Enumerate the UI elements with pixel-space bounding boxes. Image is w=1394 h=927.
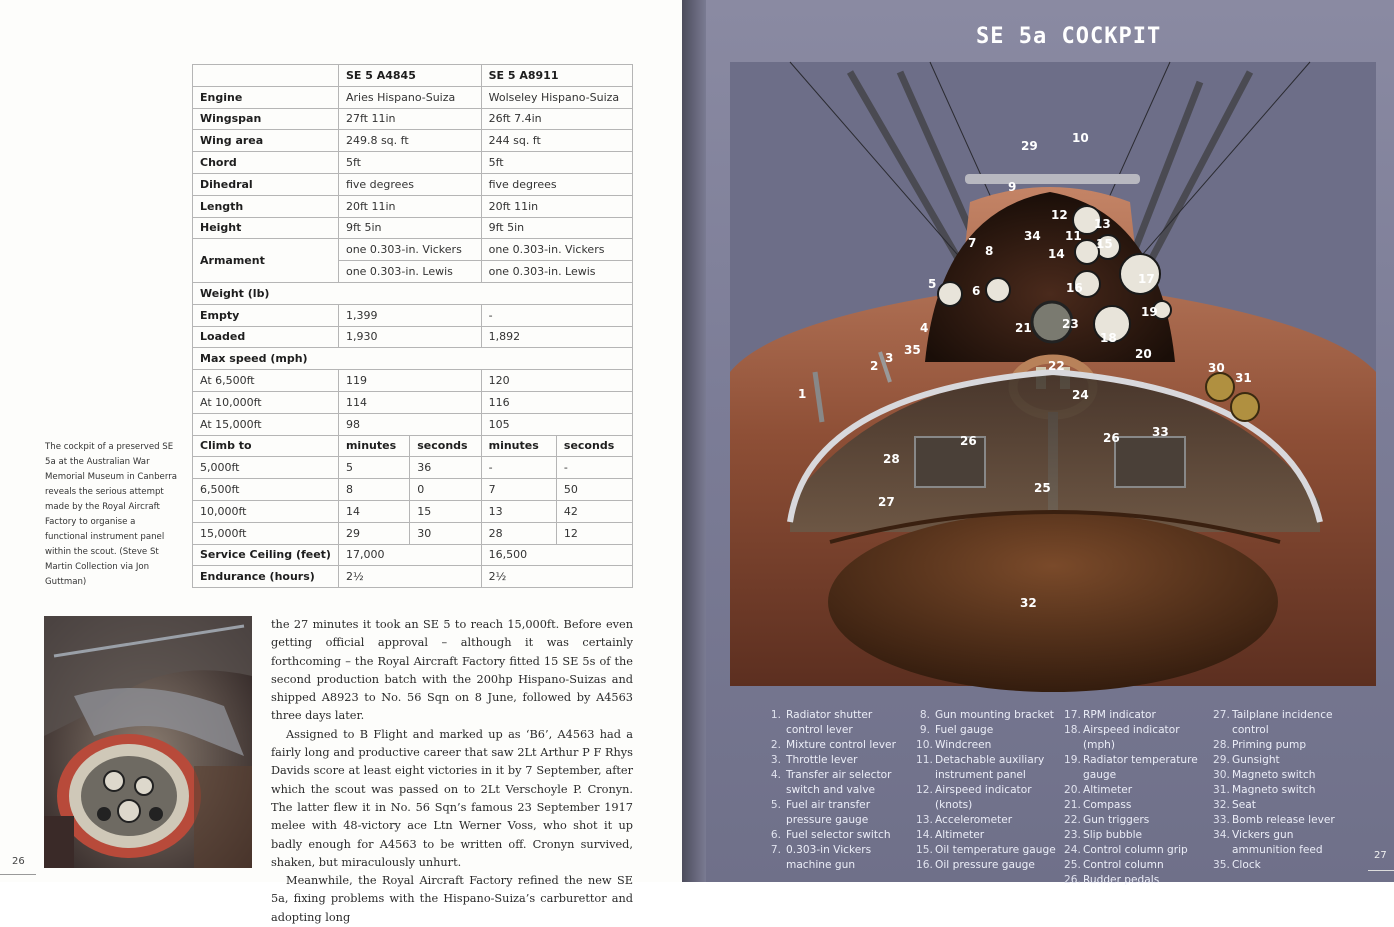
legend-number: 19. bbox=[1064, 754, 1081, 766]
legend-text: Airspeed indicator (mph) bbox=[1083, 724, 1180, 751]
table-cell: - bbox=[481, 457, 556, 479]
table-cell: Height bbox=[193, 217, 339, 239]
paragraph: Assigned to B Flight and marked up as ‘B6’, A4563 had a fairly long and productive career that saw 2Lt Arthur P F Rhys Davids score at least eight victories in it by 7 September, after which the scout was passed on to 2Lt Verschoyle P. Cronyn. The latter flew it in No. 56 Sqn’s famous 23 September 1917 melee with 48-victory ace Ltn Werner Voss, who shot it up badly enough for A4563 to be written off. Cronyn survived, shaken, but miraculously unhurt. bbox=[271, 727, 633, 869]
table-cell: 8 bbox=[338, 479, 409, 501]
table-cell: 5ft bbox=[481, 152, 632, 174]
table-row bbox=[193, 326, 633, 348]
legend-number: 17. bbox=[1064, 709, 1081, 721]
legend-text: Vickers gun ammunition feed bbox=[1232, 829, 1323, 856]
legend-number: 12. bbox=[916, 784, 933, 796]
table-cell: - bbox=[556, 457, 632, 479]
table-row bbox=[193, 86, 633, 108]
legend-item bbox=[767, 738, 907, 753]
legend-text: Altimeter bbox=[935, 829, 985, 841]
table-cell: 50 bbox=[556, 479, 632, 501]
callout-26: 26 bbox=[1103, 431, 1120, 445]
callout-9: 9 bbox=[1008, 180, 1017, 194]
legend-text: Seat bbox=[1232, 799, 1256, 811]
table-cell: Chord bbox=[193, 152, 339, 174]
legend-text: Radiator temperature gauge bbox=[1083, 754, 1198, 781]
table-cell: 5ft bbox=[338, 152, 481, 174]
legend-text: Detachable auxiliary instrument panel bbox=[935, 754, 1045, 781]
legend-item bbox=[916, 813, 1056, 828]
callout-16: 16 bbox=[1066, 281, 1083, 295]
page-rule bbox=[1368, 870, 1394, 871]
table-row bbox=[193, 65, 633, 87]
legend-number: 14. bbox=[916, 829, 933, 841]
table-cell: 114 bbox=[338, 391, 481, 413]
legend-number: 20. bbox=[1064, 784, 1081, 796]
legend-item bbox=[1064, 873, 1204, 888]
table-row bbox=[193, 108, 633, 130]
legend-text: Magneto switch bbox=[1232, 784, 1316, 796]
legend-text: 0.303-in Vickers machine gun bbox=[786, 844, 872, 871]
table-row bbox=[193, 348, 633, 370]
callout-24: 24 bbox=[1072, 388, 1089, 402]
table-cell: 15 bbox=[410, 500, 481, 522]
page-gutter bbox=[682, 0, 706, 882]
paragraph: the 27 minutes it took an SE 5 to reach 15,000ft. Before even getting official approval – although it was certainly forthcoming – the Royal Aircraft Factory fitted 15 SE 5s of the second production batch with the 200hp Hispano-Suizas and shipped A8923 to No. 56 Sqn on 8 June, followed by A4563 three days later. bbox=[271, 618, 633, 723]
callout-8: 8 bbox=[985, 244, 994, 258]
table-cell: 15,000ft bbox=[193, 522, 339, 544]
table-cell: 12 bbox=[556, 522, 632, 544]
table-cell: one 0.303-in. Vickers bbox=[338, 239, 481, 261]
table-cell: 1,930 bbox=[338, 326, 481, 348]
table-cell: 7 bbox=[481, 479, 556, 501]
table-cell bbox=[193, 65, 339, 87]
legend-number: 34. bbox=[1213, 829, 1230, 841]
legend-text: Slip bubble bbox=[1083, 829, 1143, 841]
legend-number: 35. bbox=[1213, 859, 1230, 871]
illustration-legend bbox=[767, 708, 1367, 886]
legend-text: Compass bbox=[1083, 799, 1132, 811]
callout-7: 7 bbox=[968, 236, 977, 250]
legend-number: 30. bbox=[1213, 769, 1230, 781]
table-cell: At 10,000ft bbox=[193, 391, 339, 413]
legend-number: 23. bbox=[1064, 829, 1081, 841]
table-cell: 105 bbox=[481, 413, 632, 435]
legend-item bbox=[767, 768, 907, 798]
table-cell: 14 bbox=[338, 500, 409, 522]
legend-number: 16. bbox=[916, 859, 933, 871]
legend-item bbox=[916, 828, 1056, 843]
legend-number: 10. bbox=[916, 739, 933, 751]
table-cell: 28 bbox=[481, 522, 556, 544]
callout-17: 17 bbox=[1138, 272, 1155, 286]
legend-item bbox=[767, 798, 907, 828]
legend-text: Accelerometer bbox=[935, 814, 1013, 826]
table-cell: Length bbox=[193, 195, 339, 217]
legend-item bbox=[1213, 828, 1353, 858]
legend-text: Radiator shutter control lever bbox=[786, 709, 873, 736]
legend-item bbox=[1064, 858, 1204, 873]
callout-13: 13 bbox=[1094, 217, 1111, 231]
legend-item bbox=[1213, 768, 1353, 783]
table-cell: 9ft 5in bbox=[481, 217, 632, 239]
spec-table-body bbox=[193, 65, 633, 588]
table-row bbox=[193, 282, 633, 304]
legend-item bbox=[1064, 813, 1204, 828]
table-cell: Max speed (mph) bbox=[193, 348, 633, 370]
table-cell: 249.8 sq. ft bbox=[338, 130, 481, 152]
table-cell: Wing area bbox=[193, 130, 339, 152]
table-cell: minutes bbox=[481, 435, 556, 457]
legend-item bbox=[1064, 843, 1204, 858]
callout-14: 14 bbox=[1048, 247, 1065, 261]
callout-32: 32 bbox=[1020, 596, 1037, 610]
table-cell: Climb to bbox=[193, 435, 339, 457]
table-cell: Dihedral bbox=[193, 173, 339, 195]
table-row bbox=[193, 239, 633, 261]
table-cell: 5 bbox=[338, 457, 409, 479]
legend-item bbox=[916, 753, 1056, 783]
table-cell: - bbox=[481, 304, 632, 326]
table-cell: 42 bbox=[556, 500, 632, 522]
table-row bbox=[193, 479, 633, 501]
table-row bbox=[193, 413, 633, 435]
legend-number: 18. bbox=[1064, 724, 1081, 736]
legend-text: Throttle lever bbox=[786, 754, 858, 766]
table-cell: seconds bbox=[410, 435, 481, 457]
right-page bbox=[682, 0, 1394, 886]
table-cell: At 6,500ft bbox=[193, 370, 339, 392]
table-row bbox=[193, 130, 633, 152]
legend-number: 29. bbox=[1213, 754, 1230, 766]
legend-item bbox=[767, 708, 907, 738]
legend-item bbox=[916, 858, 1056, 873]
legend-number: 26. bbox=[1064, 874, 1081, 886]
table-row bbox=[193, 500, 633, 522]
legend-text: Gun triggers bbox=[1083, 814, 1150, 826]
table-cell: Loaded bbox=[193, 326, 339, 348]
table-cell: 20ft 11in bbox=[481, 195, 632, 217]
legend-item bbox=[1213, 783, 1353, 798]
callout-27: 27 bbox=[878, 495, 895, 509]
callout-29: 29 bbox=[1021, 139, 1038, 153]
legend-number: 33. bbox=[1213, 814, 1230, 826]
table-cell: Weight (lb) bbox=[193, 282, 633, 304]
cockpit-photo bbox=[44, 616, 252, 868]
legend-item bbox=[1213, 738, 1353, 753]
legend-item bbox=[767, 843, 907, 873]
table-cell: five degrees bbox=[481, 173, 632, 195]
table-cell: 1,399 bbox=[338, 304, 481, 326]
legend-text: Gunsight bbox=[1232, 754, 1280, 766]
table-cell: 2½ bbox=[338, 566, 481, 588]
legend-item bbox=[1064, 828, 1204, 843]
table-cell: 36 bbox=[410, 457, 481, 479]
legend-item bbox=[916, 843, 1056, 858]
legend-item bbox=[1064, 783, 1204, 798]
legend-item bbox=[1213, 753, 1353, 768]
legend-number: 22. bbox=[1064, 814, 1081, 826]
table-cell: 1,892 bbox=[481, 326, 632, 348]
legend-number: 31. bbox=[1213, 784, 1230, 796]
legend-number: 1. bbox=[770, 709, 781, 721]
legend-number: 2. bbox=[770, 739, 781, 751]
legend-text: Priming pump bbox=[1232, 739, 1307, 751]
table-cell: 29 bbox=[338, 522, 409, 544]
table-row bbox=[193, 173, 633, 195]
callout-25: 25 bbox=[1034, 481, 1051, 495]
callout-19: 19 bbox=[1141, 305, 1158, 319]
table-cell: Wingspan bbox=[193, 108, 339, 130]
table-cell: five degrees bbox=[338, 173, 481, 195]
table-cell: 5,000ft bbox=[193, 457, 339, 479]
legend-number: 13. bbox=[916, 814, 933, 826]
legend-number: 25. bbox=[1064, 859, 1081, 871]
table-row bbox=[193, 304, 633, 326]
callout-2: 2 bbox=[870, 359, 879, 373]
legend-item bbox=[1064, 798, 1204, 813]
legend-text: Rudder pedals bbox=[1083, 874, 1160, 886]
legend-number: 28. bbox=[1213, 739, 1230, 751]
table-cell: 98 bbox=[338, 413, 481, 435]
table-row bbox=[193, 195, 633, 217]
legend-item bbox=[1064, 753, 1204, 783]
page-number: 27 bbox=[1374, 850, 1387, 861]
table-cell: SE 5 A4845 bbox=[338, 65, 481, 87]
legend-number: 11. bbox=[916, 754, 933, 766]
legend-column bbox=[1213, 708, 1353, 873]
legend-number: 27. bbox=[1213, 709, 1230, 721]
table-cell: SE 5 A8911 bbox=[481, 65, 632, 87]
table-row bbox=[193, 566, 633, 588]
callout-18: 18 bbox=[1100, 331, 1117, 345]
legend-item bbox=[1213, 708, 1353, 738]
table-cell: 17,000 bbox=[338, 544, 481, 566]
legend-text: Control column grip bbox=[1083, 844, 1188, 856]
table-cell: 10,000ft bbox=[193, 500, 339, 522]
legend-item bbox=[1213, 798, 1353, 813]
callout-4: 4 bbox=[920, 321, 929, 335]
table-cell: Armament bbox=[193, 239, 339, 283]
legend-item bbox=[916, 708, 1056, 723]
spec-table bbox=[192, 64, 633, 588]
callout-26: 26 bbox=[960, 434, 977, 448]
table-cell: Endurance (hours) bbox=[193, 566, 339, 588]
table-cell: 27ft 11in bbox=[338, 108, 481, 130]
legend-text: RPM indicator bbox=[1083, 709, 1156, 721]
table-row bbox=[193, 522, 633, 544]
table-cell: 13 bbox=[481, 500, 556, 522]
table-cell: Empty bbox=[193, 304, 339, 326]
callout-6: 6 bbox=[972, 284, 981, 298]
page-number: 26 bbox=[12, 856, 25, 867]
callout-12: 12 bbox=[1051, 208, 1068, 222]
legend-column bbox=[916, 708, 1056, 873]
legend-number: 9. bbox=[919, 724, 930, 736]
legend-text: Control column bbox=[1083, 859, 1164, 871]
legend-text: Fuel selector switch bbox=[786, 829, 891, 841]
table-row bbox=[193, 217, 633, 239]
callout-21: 21 bbox=[1015, 321, 1032, 335]
table-cell: 244 sq. ft bbox=[481, 130, 632, 152]
table-cell: 9ft 5in bbox=[338, 217, 481, 239]
table-cell: 16,500 bbox=[481, 544, 632, 566]
legend-number: 24. bbox=[1064, 844, 1081, 856]
callout-1: 1 bbox=[798, 387, 807, 401]
legend-number: 7. bbox=[770, 844, 781, 856]
table-row bbox=[193, 391, 633, 413]
legend-text: Transfer air selector switch and valve bbox=[786, 769, 892, 796]
table-cell: 30 bbox=[410, 522, 481, 544]
callout-22: 22 bbox=[1048, 359, 1065, 373]
cockpit-illustration bbox=[730, 62, 1376, 686]
table-cell: 26ft 7.4in bbox=[481, 108, 632, 130]
legend-text: Altimeter bbox=[1083, 784, 1133, 796]
legend-column bbox=[767, 708, 907, 873]
paragraph: Meanwhile, the Royal Aircraft Factory refined the new SE 5a, fixing problems with the Hispano-Suiza’s carburettor and adopting long bbox=[271, 874, 633, 924]
body-text bbox=[271, 616, 633, 927]
legend-text: Fuel gauge bbox=[935, 724, 994, 736]
page-rule bbox=[0, 874, 36, 875]
legend-text: Fuel air transfer pressure gauge bbox=[786, 799, 871, 826]
table-cell: 119 bbox=[338, 370, 481, 392]
callout-11: 11 bbox=[1065, 229, 1082, 243]
table-cell: 0 bbox=[410, 479, 481, 501]
legend-text: Gun mounting bracket bbox=[935, 709, 1054, 721]
table-cell: 6,500ft bbox=[193, 479, 339, 501]
table-cell: one 0.303-in. Lewis bbox=[481, 261, 632, 283]
table-cell: seconds bbox=[556, 435, 632, 457]
legend-text: Magneto switch bbox=[1232, 769, 1316, 781]
callout-33: 33 bbox=[1152, 425, 1169, 439]
table-row bbox=[193, 544, 633, 566]
table-cell: 120 bbox=[481, 370, 632, 392]
legend-item bbox=[916, 738, 1056, 753]
legend-number: 3. bbox=[770, 754, 781, 766]
table-cell: Aries Hispano-Suiza bbox=[338, 86, 481, 108]
left-page bbox=[0, 0, 682, 924]
callout-20: 20 bbox=[1135, 347, 1152, 361]
callout-31: 31 bbox=[1235, 371, 1252, 385]
callout-35: 35 bbox=[904, 343, 921, 357]
legend-column bbox=[1064, 708, 1204, 888]
callout-5: 5 bbox=[928, 277, 937, 291]
callout-28: 28 bbox=[883, 452, 900, 466]
legend-number: 32. bbox=[1213, 799, 1230, 811]
illustration-title: SE 5a COCKPIT bbox=[976, 24, 1162, 49]
table-cell: 20ft 11in bbox=[338, 195, 481, 217]
legend-item bbox=[1064, 723, 1204, 753]
table-row bbox=[193, 435, 633, 457]
legend-text: Mixture control lever bbox=[786, 739, 896, 751]
callout-30: 30 bbox=[1208, 361, 1225, 375]
callout-34: 34 bbox=[1024, 229, 1041, 243]
table-cell: 2½ bbox=[481, 566, 632, 588]
table-cell: one 0.303-in. Lewis bbox=[338, 261, 481, 283]
legend-number: 8. bbox=[919, 709, 930, 721]
legend-text: Oil pressure gauge bbox=[935, 859, 1035, 871]
legend-item bbox=[1064, 708, 1204, 723]
legend-text: Windcreen bbox=[935, 739, 992, 751]
table-row bbox=[193, 457, 633, 479]
table-cell: Service Ceiling (feet) bbox=[193, 544, 339, 566]
legend-item bbox=[1213, 813, 1353, 828]
callout-15: 15 bbox=[1096, 237, 1113, 251]
table-cell: Engine bbox=[193, 86, 339, 108]
callout-10: 10 bbox=[1072, 131, 1089, 145]
legend-item bbox=[1213, 858, 1353, 873]
legend-item bbox=[916, 723, 1056, 738]
callout-23: 23 bbox=[1062, 317, 1079, 331]
legend-item bbox=[916, 783, 1056, 813]
table-row bbox=[193, 370, 633, 392]
table-cell: At 15,000ft bbox=[193, 413, 339, 435]
legend-text: Bomb release lever bbox=[1232, 814, 1335, 826]
table-row bbox=[193, 152, 633, 174]
legend-item bbox=[767, 828, 907, 843]
table-cell: one 0.303-in. Vickers bbox=[481, 239, 632, 261]
legend-item bbox=[767, 753, 907, 768]
table-cell: Wolseley Hispano-Suiza bbox=[481, 86, 632, 108]
legend-number: 6. bbox=[770, 829, 781, 841]
photo-caption: The cockpit of a preserved SE 5a at the Australian War Memorial Museum in Canberra reveals the serious attempt made by the Royal Aircraft Factory to organise a functional instrument panel within the scout. (Steve St Martin Collection via Jon Guttman) bbox=[45, 442, 178, 587]
callout-3: 3 bbox=[885, 351, 894, 365]
legend-number: 21. bbox=[1064, 799, 1081, 811]
legend-number: 5. bbox=[770, 799, 781, 811]
table-cell: 116 bbox=[481, 391, 632, 413]
legend-number: 15. bbox=[916, 844, 933, 856]
legend-text: Oil temperature gauge bbox=[935, 844, 1056, 856]
legend-text: Tailplane incidence control bbox=[1232, 709, 1333, 736]
legend-text: Clock bbox=[1232, 859, 1261, 871]
legend-number: 4. bbox=[770, 769, 781, 781]
legend-text: Airspeed indicator (knots) bbox=[935, 784, 1032, 811]
table-cell: minutes bbox=[338, 435, 409, 457]
